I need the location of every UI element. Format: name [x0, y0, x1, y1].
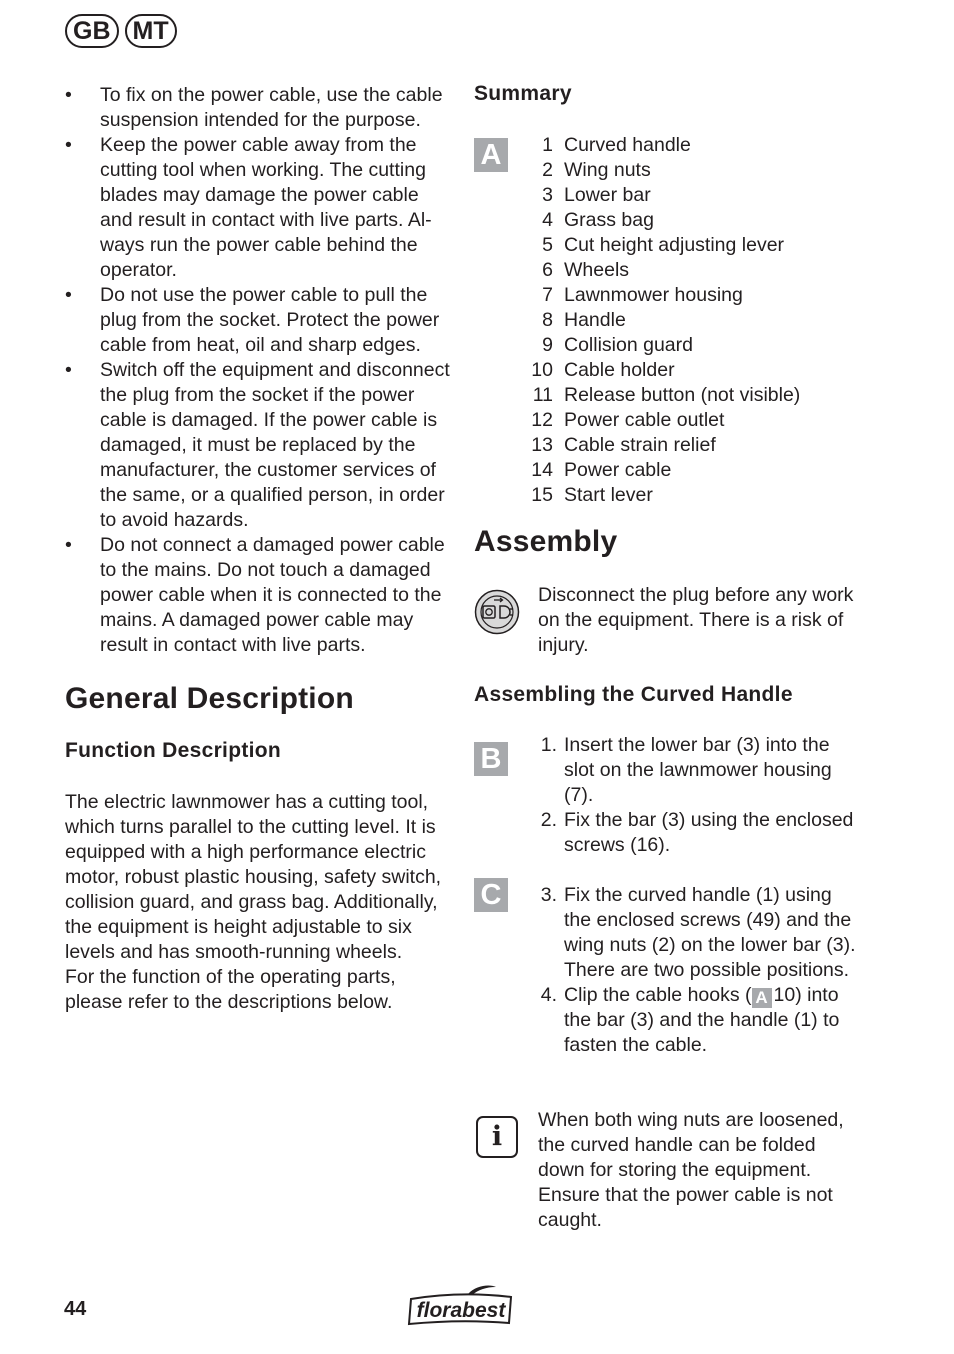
summary-item [529, 158, 909, 183]
figure-b-marker: B [474, 742, 508, 776]
figure-a-reference: A [752, 988, 772, 1008]
bullet-item: • To fix on the power cable, use the cable suspension intended for the purpose. [65, 84, 443, 131]
summary-item-number: 11 [532, 384, 553, 406]
summary-item-number: 8 [542, 309, 553, 331]
summary-item-label: Grass bag [564, 209, 654, 231]
language-badges [65, 14, 177, 48]
bullet-marker: • [65, 359, 72, 381]
summary-item [529, 258, 909, 283]
summary-item-number: 13 [531, 434, 553, 456]
figure-a-marker: A [474, 138, 508, 172]
summary-item [529, 383, 909, 408]
summary-item [529, 333, 909, 358]
summary-item-label: Collision guard [564, 334, 693, 356]
summary-item [529, 233, 909, 258]
info-note: When both wing nuts are loosened, the curved handle can be folded down for storing the equipment. Ensure that the power cable is not caught. [538, 1109, 844, 1231]
summary-item-label: Cable strain relief [564, 434, 716, 456]
summary-item-label: Lawnmower housing [564, 284, 743, 306]
summary-item [529, 133, 909, 158]
function-paragraph: The electric lawnmower has a cutting tool, which turns parallel to the cutting level. It is equipped with a high performance electric motor, robust plastic housing, safety switch, collision guard, and grass bag. Additionally, the equipment is height adjustable to six levels and has smooth-running wheels. [65, 791, 442, 963]
info-icon-glyph: i [491, 1121, 503, 1152]
step-item: 3. Fix the curved handle (1) using the enclosed screws (49) and the wing nuts (2) on the lower bar (3). There are two possible positions. [540, 884, 856, 981]
summary-item-number: 7 [542, 284, 553, 306]
safety-bullet-list [65, 83, 453, 658]
summary-item-number: 6 [542, 259, 553, 281]
summary-item-number: 1 [542, 134, 553, 156]
summary-item-number: 10 [531, 359, 553, 381]
brand-logo-text: florabest [416, 1299, 506, 1322]
summary-item [529, 483, 909, 508]
summary-item [529, 408, 909, 433]
info-icon [476, 1116, 518, 1158]
page-number: 44 [64, 1298, 87, 1320]
brand-logo [406, 1281, 516, 1327]
summary-item-label: Lower bar [564, 184, 651, 206]
language-badge-gb: GB [65, 14, 119, 48]
summary-item [529, 208, 909, 233]
summary-item [529, 183, 909, 208]
figure-c-marker: C [474, 878, 508, 912]
unplug-note: Disconnect the plug before any work on the equipment. There is a risk of injury. [538, 584, 854, 656]
bullet-item: • Do not connect a damaged power cable to the mains. Do not touch a damaged power cable when it is connected to the mains. A damaged power cable may result in contact with live parts. [65, 534, 445, 656]
summary-item-label: Start lever [564, 484, 653, 506]
summary-list [529, 133, 909, 508]
summary-item-label: Curved handle [564, 134, 691, 156]
step-item: 2. Fix the bar (3) using the enclosed screws (16). [540, 809, 854, 856]
bullet-marker: • [65, 84, 72, 106]
steps-c [533, 883, 859, 1058]
step-item: 1. Insert the lower bar (3) into the slot on the lawnmower housing (7). [540, 734, 832, 806]
function-paragraph-2: For the function of the operating parts, please refer to the descriptions below. [65, 966, 396, 1013]
summary-item-number: 5 [542, 234, 553, 256]
summary-item-number: 12 [531, 409, 553, 431]
summary-item-label: Wheels [564, 259, 630, 281]
bullet-item: • Switch off the equipment and disconnect the plug from the socket if the power cable is damaged. If the power cable is damaged, it must be replaced by the manufacturer, the customer services of the same, or a qualified person, in order to avoid hazards. [65, 359, 450, 531]
bullet-item: • Do not use the power cable to pull the plug from the socket. Protect the power cable from heat, oil and sharp edges. [65, 284, 440, 356]
bullet-marker: • [65, 134, 72, 156]
summary-item-label: Cable holder [564, 359, 675, 381]
summary-item-number: 2 [542, 159, 553, 181]
bullet-marker: • [65, 534, 72, 556]
summary-item-number: 9 [542, 334, 553, 356]
general-description-heading: General Description [65, 682, 354, 715]
summary-item-number: 15 [531, 484, 553, 506]
step-item: 4. Clip the cable hooks ( A 10) into the bar (3) and the handle (1) to fasten the cable. [540, 984, 840, 1056]
summary-item-label: Power cable outlet [564, 409, 725, 431]
summary-item-label: Wing nuts [564, 159, 651, 181]
summary-item [529, 358, 909, 383]
summary-item-label: Handle [564, 309, 626, 331]
summary-item [529, 433, 909, 458]
summary-item-label: Release button (not visible) [564, 384, 801, 406]
left-column [65, 83, 453, 1015]
assembly-heading: Assembly [474, 525, 618, 558]
function-description-heading: Function Description [65, 739, 281, 762]
language-badge-mt: MT [125, 14, 177, 48]
summary-item [529, 458, 909, 483]
summary-item-label: Cut height adjusting lever [564, 234, 785, 256]
summary-item [529, 308, 909, 333]
summary-item-number: 14 [531, 459, 553, 481]
summary-item-label: Power cable [564, 459, 672, 481]
summary-item [529, 283, 909, 308]
bullet-item: • Keep the power cable away from the cutting tool when working. The cutting blades may damage the power cable and result in contact with live parts. Always run the power cable behind the operator. [65, 134, 432, 281]
bullet-marker: • [65, 284, 72, 306]
steps-b [533, 733, 859, 858]
unplug-icon [474, 589, 520, 635]
assembling-handle-heading: Assembling the Curved Handle [474, 683, 793, 706]
summary-heading: Summary [474, 82, 572, 105]
summary-item-number: 3 [542, 184, 553, 206]
summary-item-number: 4 [542, 209, 553, 231]
